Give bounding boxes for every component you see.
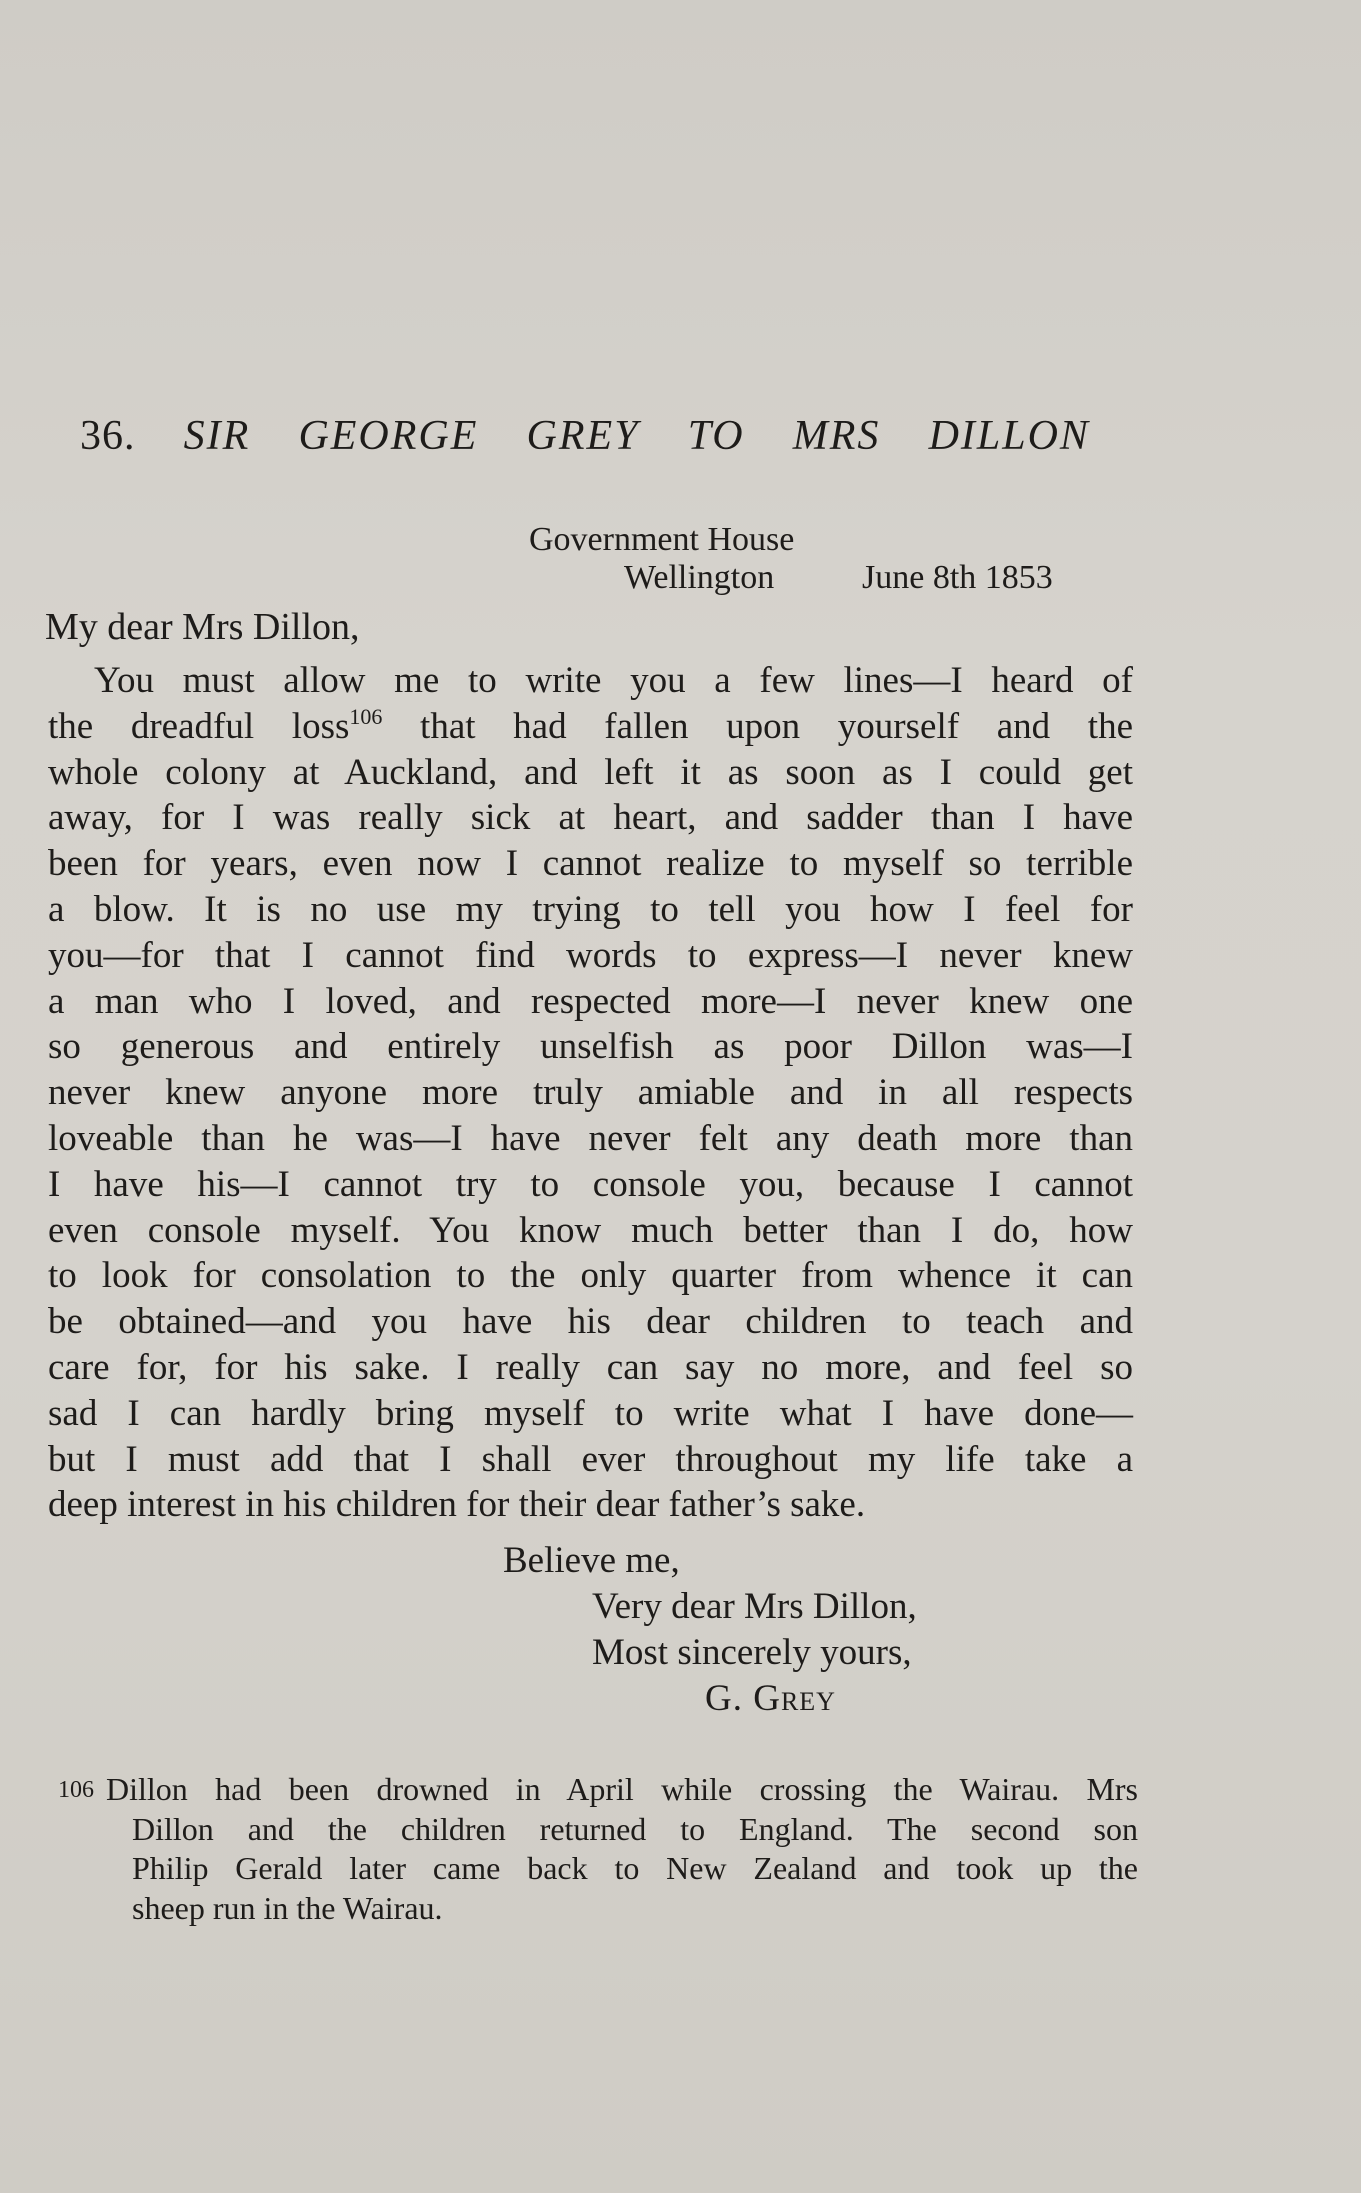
- footnote-line: Dillon had been drowned in April while crossing the Wairau. Mrs: [106, 1771, 1138, 1807]
- heading-word: TO: [687, 413, 745, 459]
- address-line-2: Wellington: [624, 559, 775, 596]
- address-line-1: Government House: [529, 521, 795, 558]
- signature: G. Grey: [705, 1678, 836, 1719]
- closing-line: Believe me,: [503, 1540, 680, 1581]
- letter-number: 36.: [80, 413, 136, 459]
- letter-heading: [80, 408, 1090, 464]
- closing-line: Most sincerely yours,: [592, 1632, 912, 1673]
- footnote-reference: 106: [349, 703, 383, 729]
- heading-word: SIR: [183, 413, 251, 459]
- body-line: even console myself. You know much better than I do, how: [48, 1209, 1133, 1251]
- body-line: loveable than he was—I have never felt any death more than: [48, 1117, 1133, 1159]
- heading-word: MRS: [792, 413, 881, 459]
- letter-date: June 8th 1853: [862, 559, 1053, 596]
- body-text: that had fallen upon yourself and the: [382, 705, 1134, 747]
- heading-word: GREY: [526, 413, 640, 459]
- body-line: deep interest in his children for their dear father’s sake.: [48, 1484, 866, 1526]
- body-line: a blow. It is no use my trying to tell you how I feel for: [48, 888, 1133, 930]
- body-line: sad I can hardly bring myself to write what I have done—: [48, 1392, 1133, 1434]
- body-line: never knew anyone more truly amiable and in all respects: [48, 1072, 1133, 1114]
- body-line: so generous and entirely unselfish as poor Dillon was—I: [48, 1026, 1133, 1068]
- body-line: I have his—I cannot try to console you, because I cannot: [48, 1163, 1133, 1205]
- footnote-line: Dillon and the children returned to England. The second son: [132, 1810, 1138, 1847]
- body-line: [48, 704, 1133, 750]
- body-line: but I must add that I shall ever throughout my life take a: [48, 1438, 1133, 1480]
- footnote: [58, 1770, 1138, 1929]
- body-line: been for years, even now I cannot realize to myself so terrible: [48, 843, 1133, 885]
- footnote-number: 106: [58, 1777, 94, 1803]
- letter-body: [48, 658, 1133, 1528]
- body-line: you—for that I cannot find words to express—I never knew: [48, 934, 1133, 976]
- body-line: You must allow me to write you a few lines—I heard of: [94, 660, 1133, 701]
- body-line: care for, for his sake. I really can say no more, and feel so: [48, 1346, 1133, 1388]
- body-line: away, for I was really sick at heart, and sadder than I have: [48, 797, 1133, 839]
- closing-line: Very dear Mrs Dillon,: [592, 1586, 917, 1627]
- body-line: to look for consolation to the only quarter from whence it can: [48, 1255, 1133, 1297]
- heading-word: DILLON: [928, 413, 1090, 459]
- body-text: the dreadful loss: [48, 705, 350, 747]
- footnote-line: Philip Gerald later came back to New Zealand and took up the: [132, 1850, 1138, 1887]
- footnote-line: sheep run in the Wairau.: [132, 1890, 443, 1927]
- salutation: My dear Mrs Dillon,: [45, 606, 360, 648]
- body-line: be obtained—and you have his dear children to teach and: [48, 1301, 1133, 1343]
- body-line: a man who I loved, and respected more—I never knew one: [48, 980, 1133, 1022]
- body-line: whole colony at Auckland, and left it as soon as I could get: [48, 751, 1133, 793]
- heading-word: GEORGE: [298, 413, 479, 459]
